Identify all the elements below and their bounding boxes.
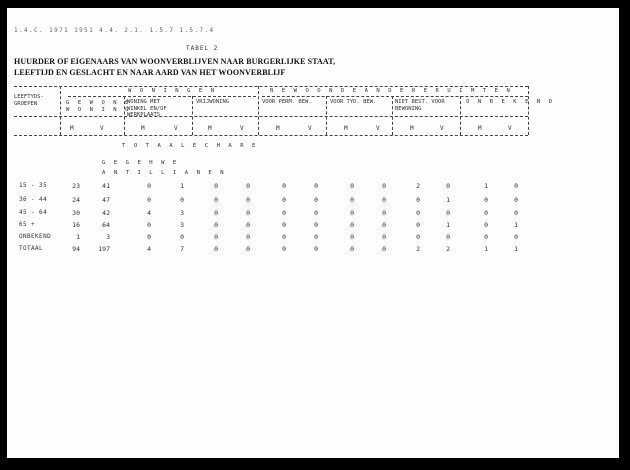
col-divider	[460, 96, 461, 135]
table-cell: 0	[350, 245, 354, 253]
col-header-vrijwoning: VRIJWONING	[196, 99, 230, 105]
table-cell: 3	[180, 221, 184, 229]
table-cell: 0	[416, 233, 420, 241]
group-header-woningen: W O N I N G E N	[128, 88, 217, 94]
row-label: TOTAAL	[19, 245, 44, 252]
table-cell: 0	[382, 233, 386, 241]
table-cell: 1	[514, 245, 518, 253]
table-cell: 0	[282, 221, 286, 229]
col-divider	[258, 86, 259, 135]
table-cell: 64	[102, 221, 110, 229]
table-cell: 0	[214, 182, 218, 190]
table-cell: 0	[416, 221, 420, 229]
table-cell: 41	[102, 182, 110, 190]
row-label: 45 - 64	[19, 209, 48, 216]
table-title-line-2: LEEFTIJD EN GESLACHT EN NAAR AARD VAN HET WOONVERBLIJF	[14, 68, 286, 77]
table-title-line-1: HUURDER OF EIGENAARS VAN WOONVERBLIJVEN NAAR BURGERLIJKE STAAT,	[14, 57, 336, 66]
table-cell: 0	[446, 233, 450, 241]
table-cell: 0	[282, 196, 286, 204]
table-cell: 0	[282, 233, 286, 241]
table-cell: 0	[214, 221, 218, 229]
table-cell: 0	[214, 209, 218, 217]
table-cell: 0	[484, 233, 488, 241]
table-cell: 0	[350, 233, 354, 241]
row-label: 65 +	[19, 221, 36, 228]
col-divider	[392, 96, 393, 135]
table-cell: 0	[350, 182, 354, 190]
table-cell: 47	[102, 196, 110, 204]
sex-header-cell: V	[100, 125, 104, 132]
table-cell: 0	[180, 233, 184, 241]
col-header-onbekend: O N B E K E N D	[466, 99, 555, 105]
col-divider	[192, 96, 193, 135]
table-cell: 0	[514, 209, 518, 217]
table-cell: 0	[416, 196, 420, 204]
col-header-voor-perm-bew: VOOR PERM. BEW.	[262, 99, 312, 105]
table-cell: 0	[382, 196, 386, 204]
table-cell: 0	[246, 221, 250, 229]
table-cell: 4	[147, 209, 151, 217]
table-cell: 0	[147, 196, 151, 204]
table-cell: 0	[246, 182, 250, 190]
sex-header-cell: V	[308, 125, 312, 132]
table-cell: 1	[484, 182, 488, 190]
row-header-label: LEEFTYDS- GROEPEN	[14, 94, 44, 107]
table-cell: 0	[382, 209, 386, 217]
col-header-niet-best-voor-bewoning: NIET BEST. VOOR BEWONING	[395, 99, 445, 112]
table-cell: 0	[484, 221, 488, 229]
sex-header-cell: M	[478, 125, 482, 132]
row-label: 36 - 44	[19, 196, 48, 203]
table-cell: 0	[514, 196, 518, 204]
col-divider	[326, 96, 327, 135]
table-cell: 23	[72, 182, 80, 190]
col-divider	[528, 86, 529, 135]
subsection-label: G E G E H W E A N T I L L I A N E N	[102, 160, 227, 176]
col-divider	[60, 86, 61, 135]
table-cell: 42	[102, 209, 110, 217]
row-label: ONBEKEND	[19, 233, 52, 240]
table-cell: 0	[214, 233, 218, 241]
table-cell: 0	[246, 209, 250, 217]
table-cell: 0	[147, 233, 151, 241]
woningen-rule	[68, 96, 256, 97]
col-header-voor-tyd-bew: VOOR TYD. BEW.	[330, 99, 377, 105]
sex-header-cell: M	[208, 125, 212, 132]
table-cell: 2	[416, 182, 420, 190]
table-cell: 0	[180, 196, 184, 204]
table-cell: 0	[246, 196, 250, 204]
table-cell: 0	[314, 221, 318, 229]
table-cell: 3	[180, 209, 184, 217]
table-cell: 1	[484, 245, 488, 253]
table-cell: 3	[106, 233, 110, 241]
header-bottom-rule	[14, 135, 528, 136]
table-cell: 1	[76, 233, 80, 241]
table-cell: 7	[180, 245, 184, 253]
table-cell: 0	[350, 196, 354, 204]
table-cell: 30	[72, 209, 80, 217]
table-cell: 0	[514, 233, 518, 241]
table-cell: 0	[147, 182, 151, 190]
table-cell: 1	[180, 182, 184, 190]
table-cell: 0	[416, 209, 420, 217]
table-cell: 0	[314, 209, 318, 217]
table-cell: 197	[98, 245, 110, 253]
table-cell: 24	[72, 196, 80, 204]
table-cell: 0	[484, 196, 488, 204]
table-cell: 4	[147, 245, 151, 253]
table-cell: 0	[314, 182, 318, 190]
table-cell: 0	[246, 233, 250, 241]
table-cell: 0	[214, 196, 218, 204]
col-header-woning-met-winkel: WONING MET WINKEL EN/OF WERKPLAATS	[127, 99, 167, 118]
table-cell: 0	[350, 221, 354, 229]
sex-header-cell: M	[70, 125, 74, 132]
sex-header-cell: M	[410, 125, 414, 132]
table-cell: 0	[314, 196, 318, 204]
table-cell: 0	[514, 182, 518, 190]
table-cell: 0	[350, 209, 354, 217]
section-label: T O T A A L E C H A R E	[122, 143, 258, 149]
table-cell: 0	[382, 221, 386, 229]
table-cell: 94	[72, 245, 80, 253]
table-cell: 2	[446, 245, 450, 253]
table-cell: 2	[416, 245, 420, 253]
sex-header-cell: V	[440, 125, 444, 132]
header-sub-rule	[14, 116, 528, 117]
table-cell: 0	[446, 182, 450, 190]
table-cell: 0	[282, 245, 286, 253]
table-cell: 0	[282, 182, 286, 190]
table-cell: 0	[147, 221, 151, 229]
document-code: 1.4.C. 1971 1951 4.4. 2.1. 1.5.7 1.5.7.4	[14, 27, 215, 34]
table-cell: 0	[246, 245, 250, 253]
group-header-bewoonde: B E W O O N D E A N D E R E R U I M T E N	[270, 88, 513, 94]
sex-header-cell: V	[240, 125, 244, 132]
col-header-gewone-woning: G E W O N E W O N I N G	[66, 100, 132, 113]
table-cell: 1	[446, 196, 450, 204]
table-cell: 1	[514, 221, 518, 229]
sex-header-cell: M	[141, 125, 145, 132]
table-cell: 0	[382, 182, 386, 190]
table-number: TABEL 2	[186, 45, 219, 52]
sex-header-cell: V	[508, 125, 512, 132]
sex-header-cell: V	[174, 125, 178, 132]
row-label: 15 - 35	[19, 182, 48, 189]
sex-header-cell: M	[344, 125, 348, 132]
table-cell: 0	[382, 245, 386, 253]
table-cell: 0	[446, 209, 450, 217]
table-cell: 16	[72, 221, 80, 229]
sex-header-cell: M	[276, 125, 280, 132]
sex-header-cell: V	[376, 125, 380, 132]
table-cell: 0	[282, 209, 286, 217]
table-cell: 0	[314, 233, 318, 241]
table-cell: 0	[484, 209, 488, 217]
table-cell: 0	[314, 245, 318, 253]
table-cell: 0	[214, 245, 218, 253]
bewoonde-rule	[262, 96, 528, 97]
table-top-rule	[14, 86, 528, 87]
table-cell: 1	[446, 221, 450, 229]
